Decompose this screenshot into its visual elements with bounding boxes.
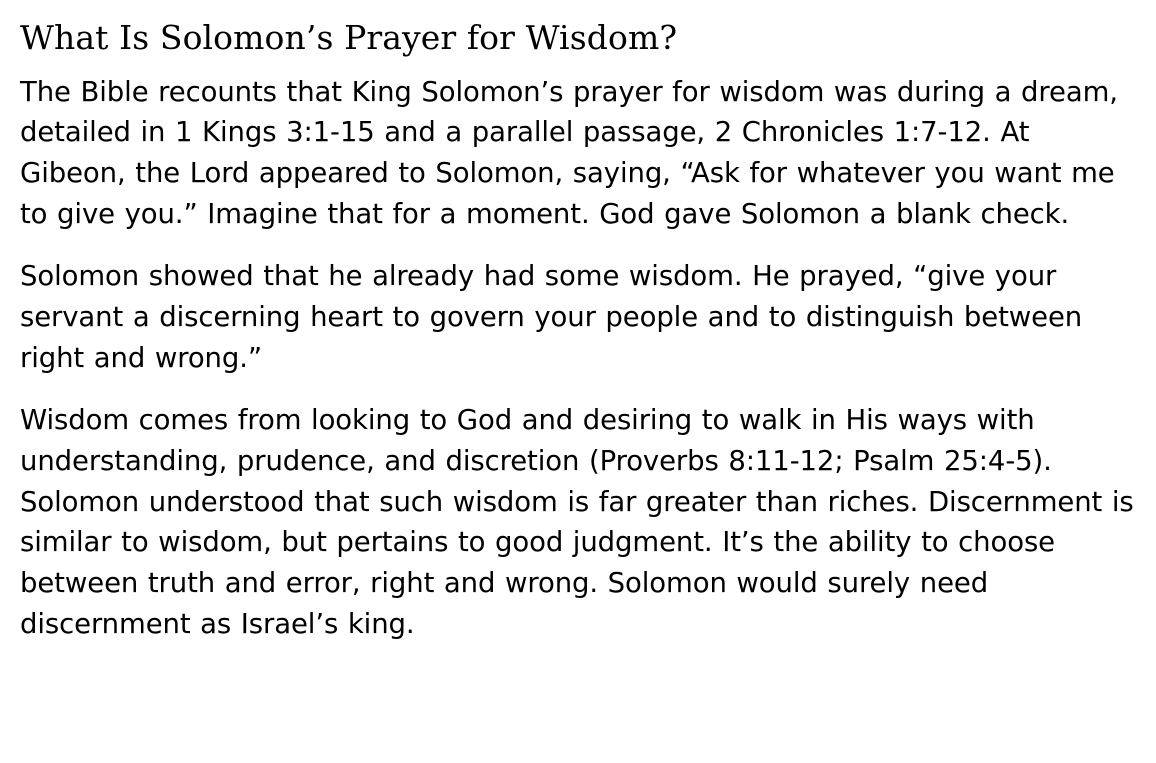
body-paragraph-3: Wisdom comes from looking to God and desiring to walk in His ways with understanding, prudence, and discretion (Proverbs 8:11-12; Psalm 25:4-5). Solomon understood that such wisdom is far greater than riches. Discernment is similar to wisdom, but pertains to good judgment. It’s the ability to choose between truth and error, right and wrong. Solomon would surely need discernment as Israel’s king. (20, 404, 1134, 640)
body-paragraph-1: The Bible recounts that King Solomon’s prayer for wisdom was during a dream, detailed in 1 Kings 3:1-15 and a parallel passage, 2 Chronicles 1:7-12. At Gibeon, the Lord appeared to Solomon, saying, “Ask for whatever you want me to give you.” Imagine that for a moment. God gave Solomon a blank check. (20, 75, 1118, 230)
page-title: What Is Solomon’s Prayer for Wisdom? (20, 18, 678, 57)
body-paragraph-2: Solomon showed that he already had some wisdom. He prayed, “give your servant a discerning heart to govern your people and to distinguish between right and wrong.” (20, 260, 1083, 374)
